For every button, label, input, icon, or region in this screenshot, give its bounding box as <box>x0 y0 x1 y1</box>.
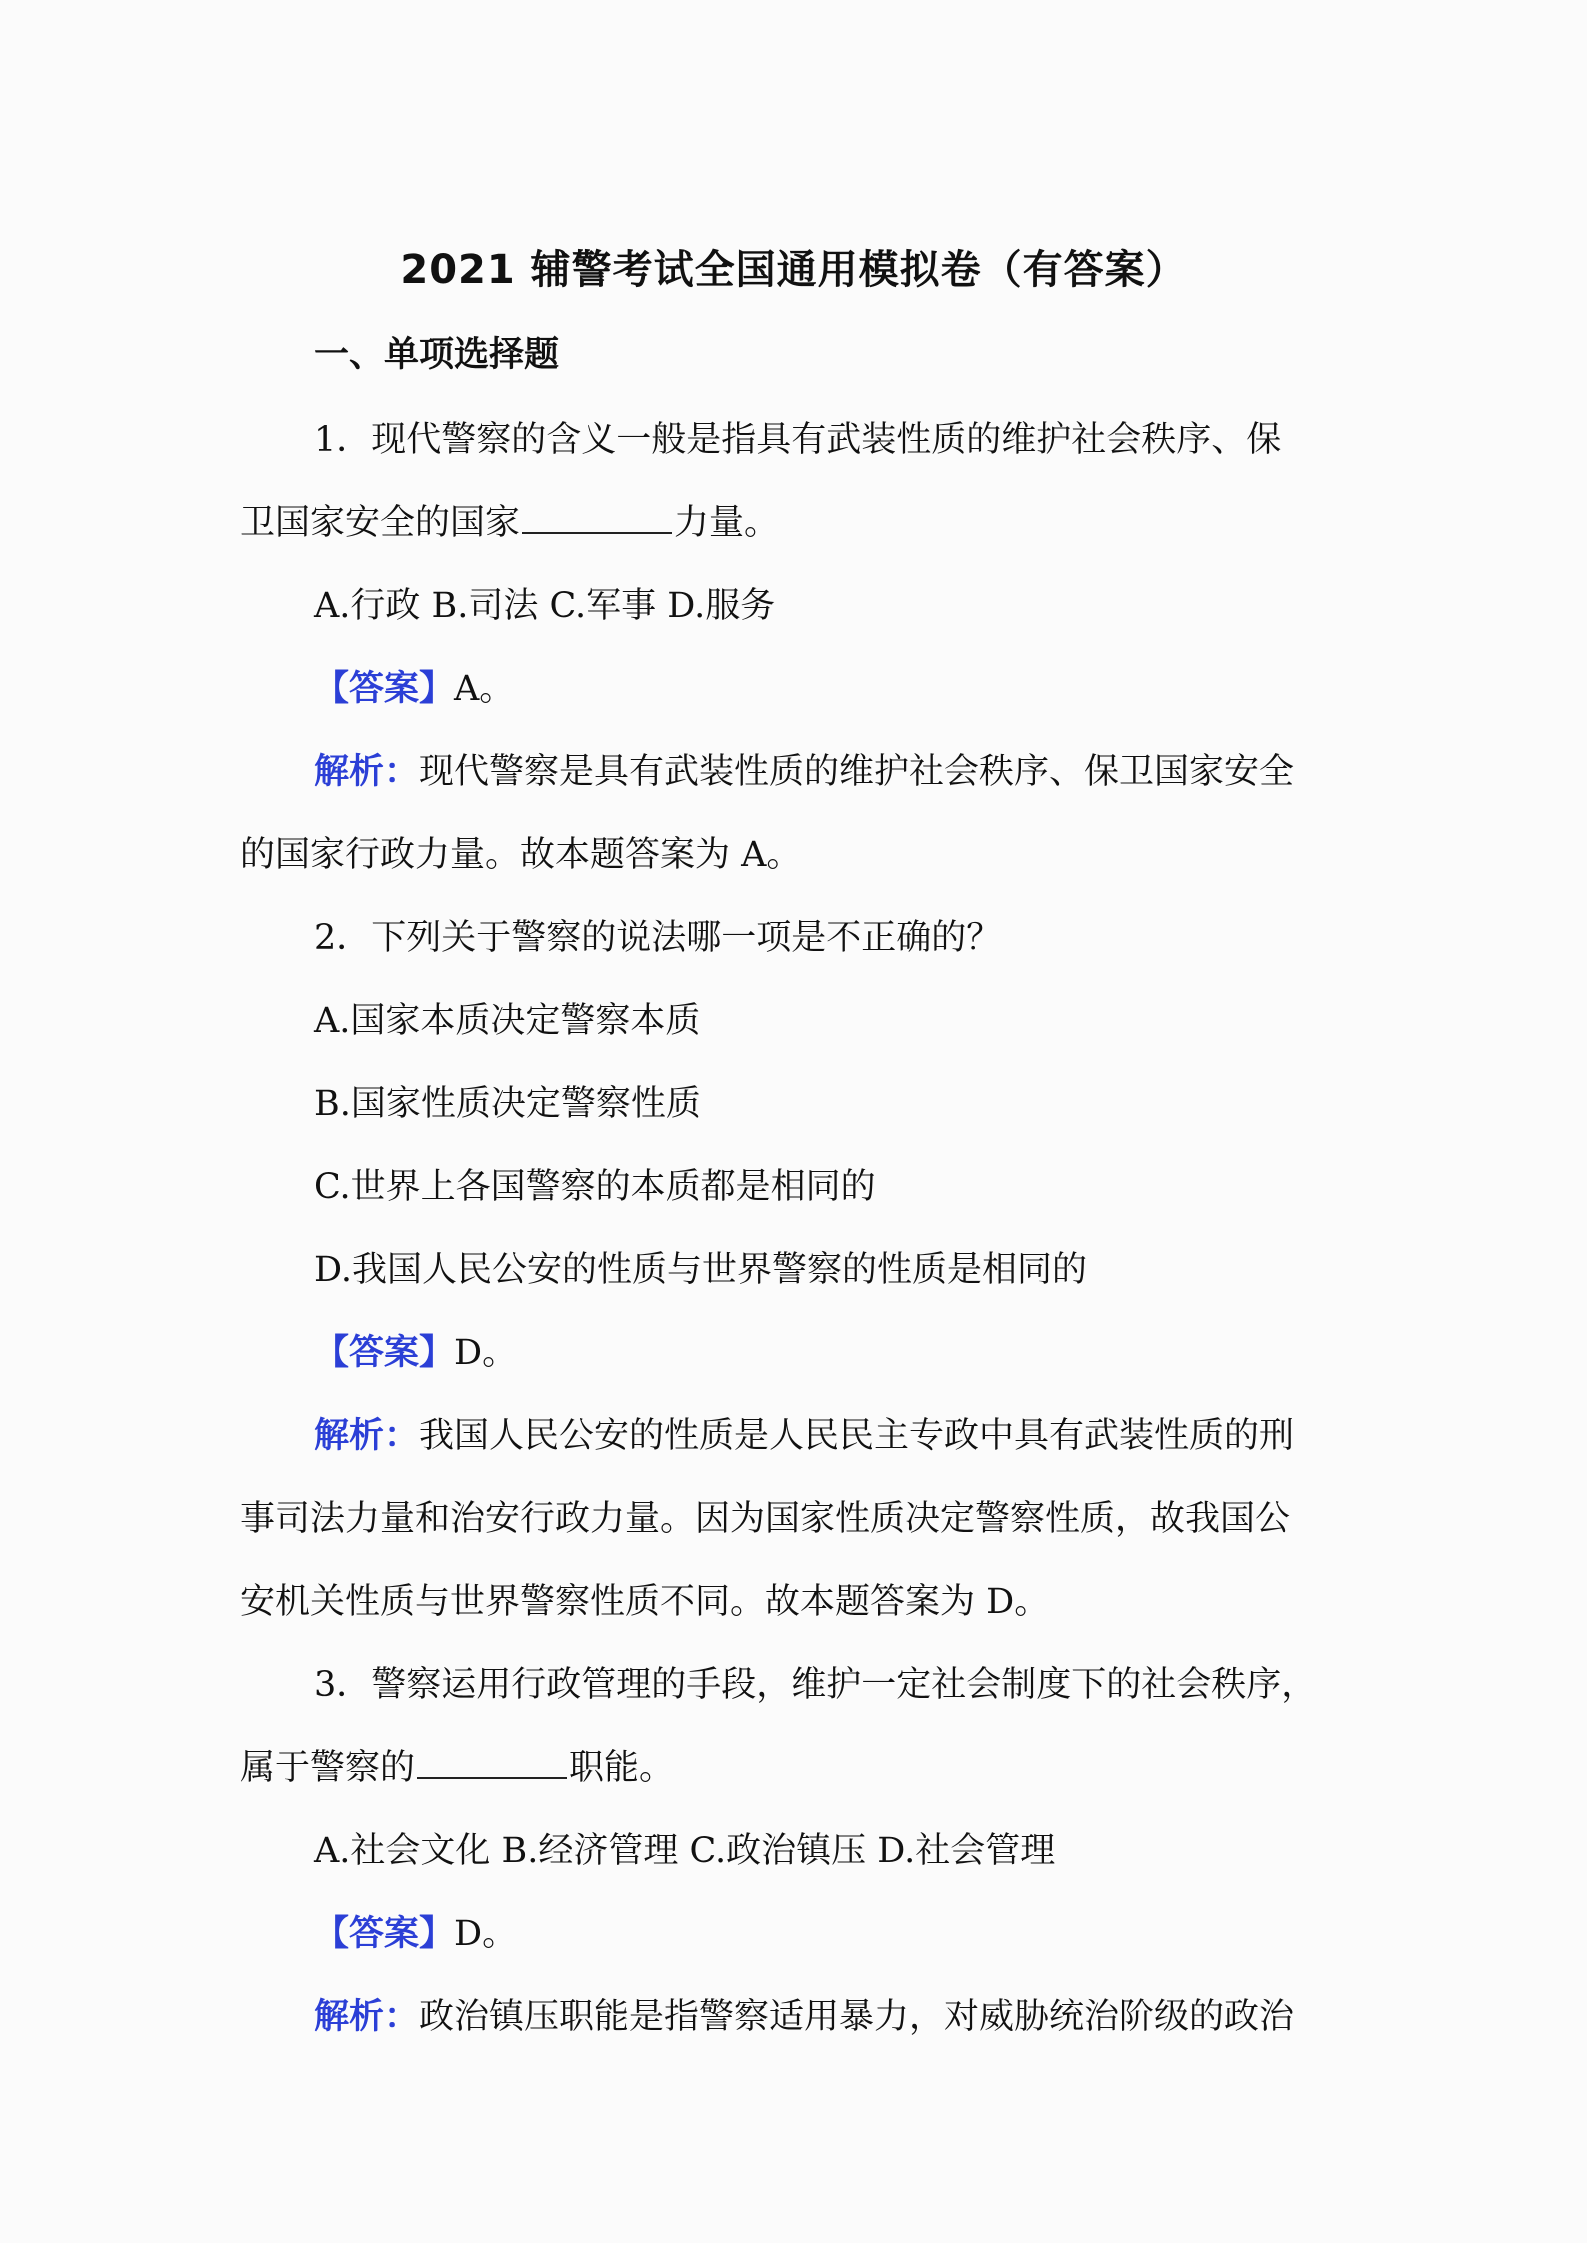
analysis-text: 现代警察是具有武装性质的维护社会秩序、保卫国家安全 <box>419 752 1295 792</box>
answer-value: D。 <box>454 1914 518 1954</box>
q1-stem-line1: 1．现代警察的含义一般是指具有武装性质的维护社会秩序、保 <box>314 420 1282 460</box>
q1-analysis-line1 <box>240 747 1424 797</box>
q2-option-d: D.我国人民公安的性质与世界警察的性质是相同的 <box>314 1250 1087 1290</box>
q2-stem: 2．下列关于警察的说法哪一项是不正确的？ <box>314 918 1002 958</box>
answer-tag: 【答案】 <box>314 1333 455 1373</box>
section-heading: 一、单项选择题 <box>314 335 560 375</box>
answer-value: A。 <box>454 669 515 709</box>
analysis-text: 我国人民公安的性质是人民民主专政中具有武装性质的刑 <box>419 1416 1295 1456</box>
q1-stem-text: 卫国家安全的国家 <box>240 503 521 543</box>
q1-options: A.行政 B.司法 C.军事 D.服务 <box>314 586 776 626</box>
q2-option-c: C.世界上各国警察的本质都是相同的 <box>314 1167 876 1207</box>
q3-stem-line2 <box>240 1743 1350 1793</box>
q1-answer <box>240 664 1424 714</box>
q3-stem-text-end: 职能。 <box>569 1748 675 1788</box>
q3-answer <box>240 1909 1424 1959</box>
document-title: 2021 辅警考试全国通用模拟卷（有答案） <box>400 247 1187 293</box>
analysis-tag: 解析： <box>314 1997 420 2037</box>
q3-stem-line1: 3．警察运用行政管理的手段，维护一定社会制度下的社会秩序， <box>314 1665 1317 1705</box>
answer-tag: 【答案】 <box>314 669 455 709</box>
q2-answer <box>240 1328 1424 1378</box>
q2-option-b: B.国家性质决定警察性质 <box>314 1084 701 1124</box>
q2-analysis-line1 <box>240 1411 1424 1461</box>
q3-analysis-line1 <box>240 1992 1424 2042</box>
fill-blank <box>417 1743 567 1779</box>
analysis-tag: 解析： <box>314 1416 420 1456</box>
answer-value: D。 <box>454 1333 518 1373</box>
fill-blank <box>522 498 672 534</box>
answer-tag: 【答案】 <box>314 1914 455 1954</box>
q3-options: A.社会文化 B.经济管理 C.政治镇压 D.社会管理 <box>314 1831 1056 1871</box>
q2-analysis-line2: 事司法力量和治安行政力量。因为国家性质决定警察性质，故我国公 <box>240 1499 1291 1539</box>
q2-option-a: A.国家本质决定警察本质 <box>314 1001 701 1041</box>
q2-analysis-line3: 安机关性质与世界警察性质不同。故本题答案为 D。 <box>240 1582 1050 1622</box>
q1-stem-text-end: 力量。 <box>674 503 780 543</box>
analysis-tag: 解析： <box>314 752 420 792</box>
q1-stem-line2 <box>240 498 1350 548</box>
q1-analysis-line2: 的国家行政力量。故本题答案为 A。 <box>240 835 802 875</box>
q3-stem-text: 属于警察的 <box>240 1748 416 1788</box>
analysis-text: 政治镇压职能是指警察适用暴力，对威胁统治阶级的政治 <box>419 1997 1295 2037</box>
